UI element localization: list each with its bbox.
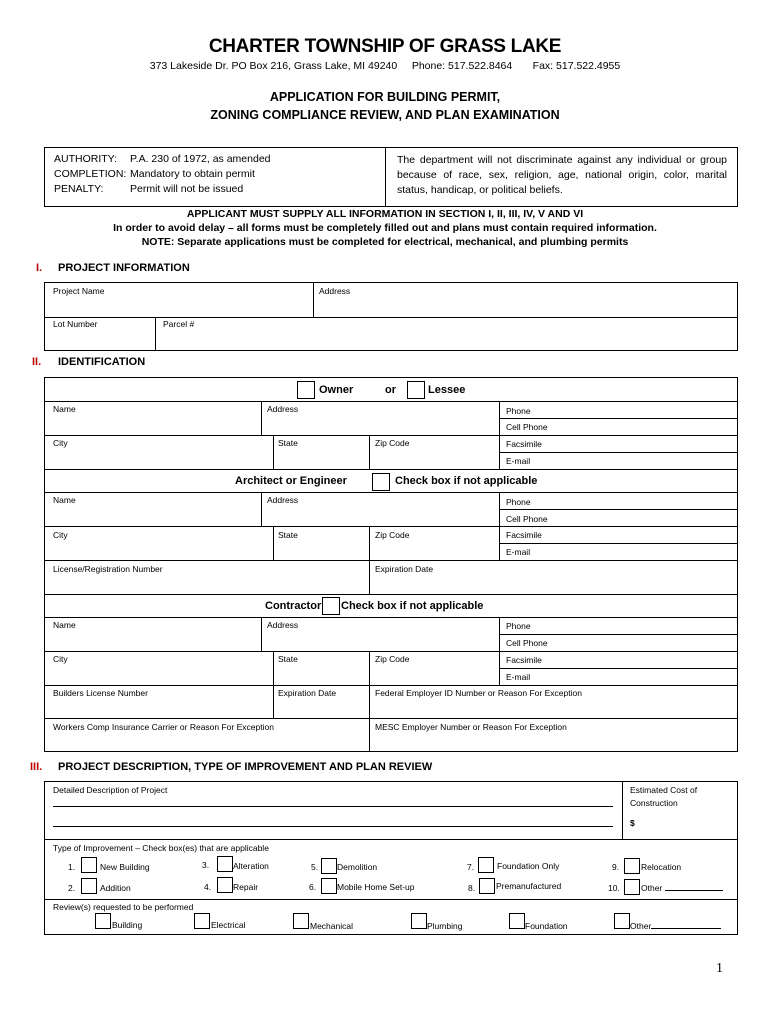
estimated-cost-label-2: Construction: [630, 798, 678, 808]
contractor-email-field[interactable]: E-mail: [506, 672, 531, 682]
mechanical-review-checkbox[interactable]: [293, 913, 309, 929]
architect-email-field[interactable]: E-mail: [506, 547, 531, 557]
other-review-label: Other: [630, 921, 652, 931]
addition-checkbox[interactable]: [81, 878, 97, 894]
architect-expiration-field[interactable]: Expiration Date: [375, 564, 434, 574]
builders-license-field[interactable]: Builders License Number: [53, 688, 148, 698]
penalty-value: Permit will not be issued: [130, 183, 244, 195]
addition-label: Addition: [100, 883, 131, 893]
alteration-checkbox[interactable]: [217, 856, 233, 872]
mobile-home-checkbox[interactable]: [321, 878, 337, 894]
owner-checkbox[interactable]: [297, 381, 315, 399]
contractor-city-field[interactable]: City: [53, 654, 68, 664]
repair-label: Repair: [233, 882, 259, 892]
contractor-name-field[interactable]: Name: [53, 620, 76, 630]
improvement-10-num: 10.: [608, 883, 620, 893]
owner-zip-field[interactable]: Zip Code: [375, 438, 410, 448]
notice-line1: APPLICANT MUST SUPPLY ALL INFORMATION IN SECTION I, II, III, IV, V AND VI: [186, 208, 584, 220]
other-improvement-checkbox[interactable]: [624, 879, 640, 895]
premanufactured-checkbox[interactable]: [479, 878, 495, 894]
improvement-2-num: 2.: [68, 883, 76, 893]
application-title-line2: ZONING COMPLIANCE REVIEW, AND PLAN EXAMINATION: [210, 108, 560, 122]
improvement-7-num: 7.: [467, 862, 475, 872]
notice-line2: In order to avoid delay – all forms must be completely filled out and plans must contain required information.: [113, 222, 657, 234]
other-improvement-label: Other: [641, 883, 663, 893]
section2-numeral: II.: [32, 356, 42, 368]
lessee-label: Lessee: [428, 384, 466, 396]
estimated-cost-label-1: Estimated Cost of: [630, 785, 698, 795]
contractor-state-field[interactable]: State: [278, 654, 298, 664]
owner-city-field[interactable]: City: [53, 438, 68, 448]
mesc-field[interactable]: MESC Employer Number or Reason For Exception: [375, 722, 567, 732]
township-title: CHARTER TOWNSHIP OF GRASS LAKE: [208, 36, 562, 57]
or-label: or: [385, 384, 396, 396]
architect-phone-field[interactable]: Phone: [506, 497, 531, 507]
notice-line3: NOTE: Separate applications must be completed for electrical, mechanical, and plumbing permits: [141, 236, 629, 248]
identification-table: [44, 377, 738, 752]
description-line-2[interactable]: [53, 826, 613, 827]
description-line-1[interactable]: [53, 806, 613, 807]
owner-cell-field[interactable]: Cell Phone: [506, 422, 548, 432]
lessee-checkbox[interactable]: [407, 381, 425, 399]
penalty-label: PENALTY:: [54, 183, 104, 195]
foundation-only-label: Foundation Only: [497, 861, 560, 871]
other-review-checkbox[interactable]: [614, 913, 630, 929]
new-building-label: New Building: [100, 862, 150, 872]
workers-comp-field[interactable]: Workers Comp Insurance Carrier or Reason For Exception: [53, 722, 274, 732]
architect-address-field[interactable]: Address: [267, 495, 299, 505]
owner-label: Owner: [319, 384, 354, 396]
owner-state-field[interactable]: State: [278, 438, 298, 448]
contractor-cell-field[interactable]: Cell Phone: [506, 638, 548, 648]
authority-label: AUTHORITY:: [54, 153, 118, 165]
owner-phone-field[interactable]: Phone: [506, 406, 531, 416]
township-contact: [0, 60, 770, 72]
improvement-8-num: 8.: [468, 883, 476, 893]
contractor-address-field[interactable]: Address: [267, 620, 299, 630]
nondiscrimination-statement: The department will not discriminate against any individual or group because of race, sex, religion, age, national origin, color, marital status, handicap, or political beliefs.: [397, 154, 727, 196]
relocation-checkbox[interactable]: [624, 858, 640, 874]
reviews-label: Review(s) requested to be performed: [53, 902, 194, 912]
owner-email-field[interactable]: E-mail: [506, 456, 531, 466]
project-description-table: [44, 781, 738, 935]
federal-id-field[interactable]: Federal Employer ID Number or Reason For Exception: [375, 688, 582, 698]
repair-checkbox[interactable]: [217, 877, 233, 893]
architect-label: Architect or Engineer: [235, 475, 347, 487]
township-phone: Phone: 517.522.8464: [411, 60, 513, 72]
architect-city-field[interactable]: City: [53, 530, 68, 540]
plumbing-review-label: Plumbing: [427, 921, 463, 931]
demolition-checkbox[interactable]: [321, 858, 337, 874]
contractor-fax-field[interactable]: Facsimile: [506, 655, 542, 665]
electrical-review-checkbox[interactable]: [194, 913, 210, 929]
contractor-label: Contractor: [265, 600, 322, 612]
authority-value: P.A. 230 of 1972, as amended: [130, 153, 271, 165]
electrical-review-label: Electrical: [211, 920, 246, 930]
section1-numeral: I.: [36, 262, 43, 274]
owner-fax-field[interactable]: Facsimile: [506, 439, 542, 449]
section2-title: IDENTIFICATION: [58, 356, 146, 368]
mechanical-review-label: Mechanical: [310, 921, 353, 931]
building-review-checkbox[interactable]: [95, 913, 111, 929]
plumbing-review-checkbox[interactable]: [411, 913, 427, 929]
demolition-label: Demolition: [337, 862, 378, 872]
parcel-field[interactable]: Parcel #: [163, 319, 195, 329]
building-review-label: Building: [112, 920, 143, 930]
section3-numeral: III.: [30, 761, 43, 773]
section3-title: PROJECT DESCRIPTION, TYPE OF IMPROVEMENT AND PLAN REVIEW: [58, 761, 433, 773]
project-address-field[interactable]: Address: [319, 286, 351, 296]
completion-value: Mandatory to obtain permit: [130, 168, 255, 180]
application-title-line1: APPLICATION FOR BUILDING PERMIT,: [269, 90, 501, 104]
contractor-na-checkbox[interactable]: [322, 597, 340, 615]
page-number: 1: [716, 961, 723, 976]
owner-name-field[interactable]: Name: [53, 404, 76, 414]
foundation-only-checkbox[interactable]: [478, 857, 494, 873]
owner-address-field[interactable]: Address: [267, 404, 299, 414]
contractor-phone-field[interactable]: Phone: [506, 621, 531, 631]
improvement-5-num: 5.: [311, 862, 319, 872]
license-registration-field[interactable]: License/Registration Number: [53, 564, 163, 574]
improvement-3-num: 3.: [202, 860, 210, 870]
premanufactured-label: Premanufactured: [496, 881, 562, 891]
section1-title: PROJECT INFORMATION: [58, 262, 190, 274]
mobile-home-label: Mobile Home Set-up: [337, 882, 415, 892]
architect-name-field[interactable]: Name: [53, 495, 76, 505]
estimated-cost-field[interactable]: $: [630, 818, 635, 828]
foundation-review-label: Foundation: [525, 921, 568, 931]
architect-na-label: Check box if not applicable: [395, 475, 538, 487]
detailed-description-label: Detailed Description of Project: [53, 785, 168, 795]
contractor-na-label: Check box if not applicable: [341, 600, 484, 612]
project-info-table: [44, 282, 738, 351]
authority-box: [44, 147, 738, 207]
other-review-field[interactable]: [630, 921, 721, 931]
township-fax: Fax: 517.522.4955: [532, 60, 621, 72]
project-name-field[interactable]: Project Name: [53, 286, 105, 296]
architect-cell-field[interactable]: Cell Phone: [506, 514, 548, 524]
completion-label: COMPLETION:: [54, 168, 127, 180]
new-building-checkbox[interactable]: [81, 857, 97, 873]
contractor-zip-field[interactable]: Zip Code: [375, 654, 410, 664]
improvement-1-num: 1.: [68, 862, 76, 872]
foundation-review-checkbox[interactable]: [509, 913, 525, 929]
township-address: 373 Lakeside Dr. PO Box 216, Grass Lake, MI 49240: [149, 60, 398, 72]
improvement-4-num: 4.: [204, 882, 212, 892]
improvement-6-num: 6.: [309, 882, 317, 892]
contractor-expiration-field[interactable]: Expiration Date: [278, 688, 337, 698]
architect-state-field[interactable]: State: [278, 530, 298, 540]
improvement-9-num: 9.: [612, 862, 620, 872]
architect-zip-field[interactable]: Zip Code: [375, 530, 410, 540]
other-improvement-field[interactable]: [641, 883, 723, 893]
type-of-improvement-label: Type of Improvement – Check box(es) that are applicable: [53, 843, 269, 853]
architect-na-checkbox[interactable]: [372, 473, 390, 491]
relocation-label: Relocation: [641, 862, 682, 872]
alteration-label: Alteration: [233, 861, 269, 871]
architect-fax-field[interactable]: Facsimile: [506, 530, 542, 540]
lot-number-field[interactable]: Lot Number: [53, 319, 98, 329]
